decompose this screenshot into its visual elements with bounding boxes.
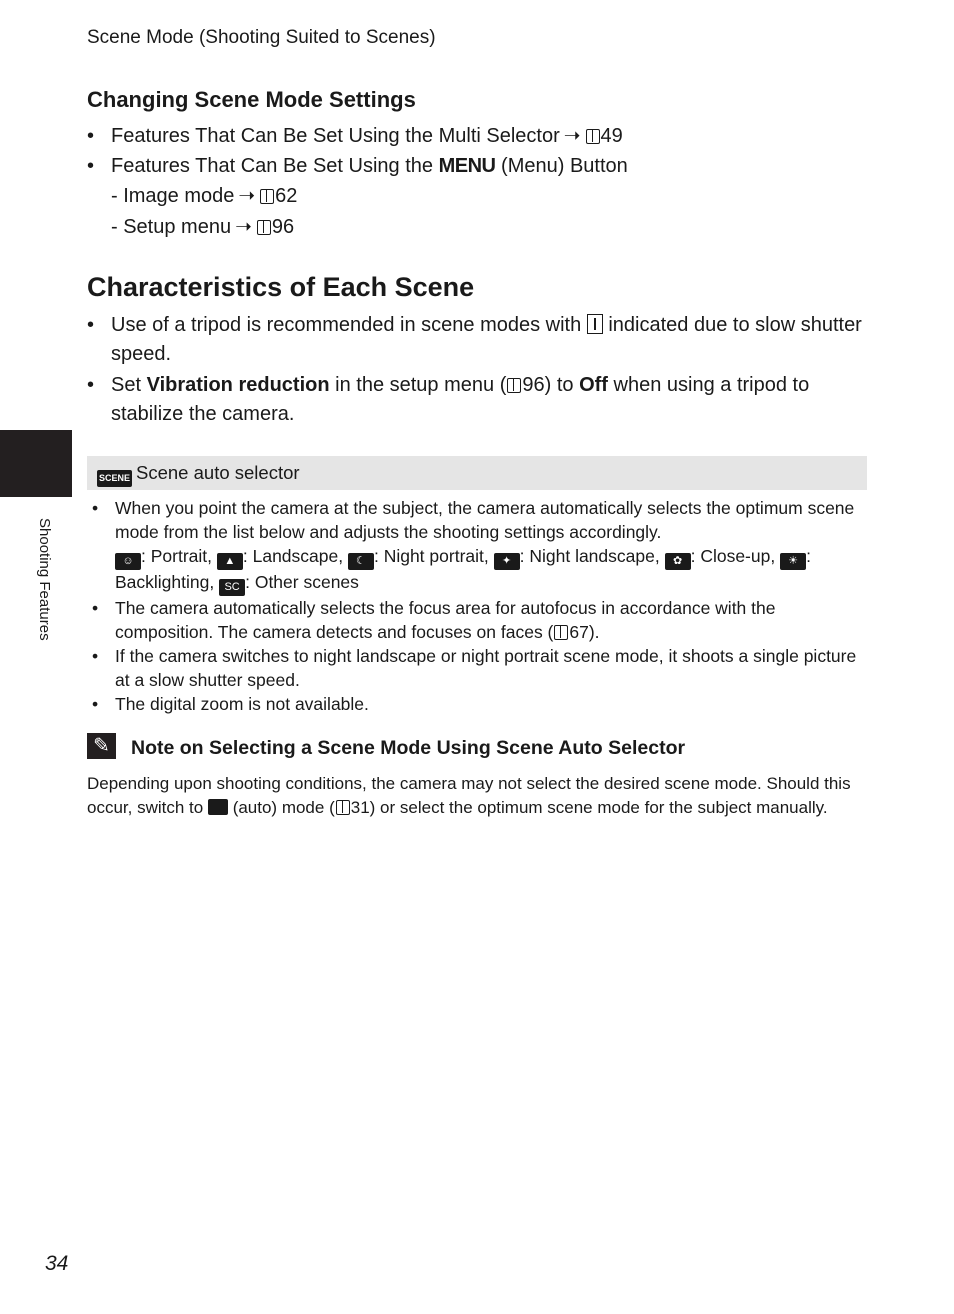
note-title: Note on Selecting a Scene Mode Using Scene Auto Selector [131,737,686,759]
section-heading-characteristics: Characteristics of Each Scene [87,272,475,302]
page-reference: 49 [600,125,623,147]
list-item: • The camera automatically selects the focus area for autofocus in accordance with the composition. The camera detects and focuses on faces ( 67). [87,596,867,644]
close-up-icon: ✿ [665,553,691,570]
note-icon: ✎ [87,733,116,759]
scene-auto-list [87,496,867,716]
book-icon [507,378,521,393]
section-heading-changing: Changing Scene Mode Settings [87,87,416,112]
changing-list [87,122,877,243]
book-icon [336,800,350,815]
arrow-icon: ➝ [235,216,252,238]
running-head: Scene Mode (Shooting Suited to Scenes) [87,27,436,48]
book-icon [554,625,568,640]
chapter-label: Shooting Features [36,518,53,641]
landscape-icon: ▲ [217,553,243,570]
page-reference: 62 [275,185,298,207]
list-item: • If the camera switches to night landscape or night portrait scene mode, it shoots a single picture at a slow shutter speed. [87,644,867,692]
page-number: 34 [45,1252,69,1275]
portrait-icon: ☺ [115,553,141,570]
list-item: • Set Vibration reduction in the setup menu ( 96) to Off when using a tripod to stabilize the camera. [87,371,877,429]
backlighting-icon: ☀ [780,553,806,570]
book-icon [257,220,271,235]
night-landscape-icon: ✦ [494,553,520,570]
camera-icon [208,799,228,815]
list-item: • Use of a tripod is recommended in scene modes with indicated due to slow shutter speed. [87,311,877,369]
sub-list-item: - Setup menu ➝ 96 [111,216,295,238]
list-item: • When you point the camera at the subject, the camera automatically selects the optimum scene mode from the list below and adjusts the shooting settings accordingly. ☺ : Portrait, ▲ : Landscape, ☾ : Night portrait, ✦ : Night landscape, ✿ : Close-up, ☀ : Backlighting, SC : Other scenes [87,496,867,596]
list-item: • Features That Can Be Set Using the MENU (Menu) Button [87,152,877,181]
book-icon [260,189,274,204]
list-item: • Features That Can Be Set Using the Multi Selector ➝ 49 [87,122,877,151]
list-item: • The digital zoom is not available. [87,692,867,716]
night-portrait-icon: ☾ [348,553,374,570]
page-reference: 96 [271,216,295,238]
scene-auto-selector-header: SCENE Scene auto selector [87,456,867,490]
book-icon [586,129,600,144]
scene-auto-selector-icon: SCENE [97,470,132,487]
chapter-tab [0,430,72,497]
menu-button-icon: MENU [438,155,496,177]
note-body: Depending upon shooting conditions, the camera may not select the desired scene mode. Should this occur, switch to (auto) mode ( 31) or select the optimum scene mode for the subject manually. [87,774,851,817]
arrow-icon: ➝ [563,125,581,147]
sub-list-item: - Image mode ➝ 62 [111,185,298,207]
tripod-icon [587,314,603,334]
arrow-icon: ➝ [238,185,256,207]
characteristics-list [87,311,877,429]
other-scenes-icon: SC [219,579,245,596]
